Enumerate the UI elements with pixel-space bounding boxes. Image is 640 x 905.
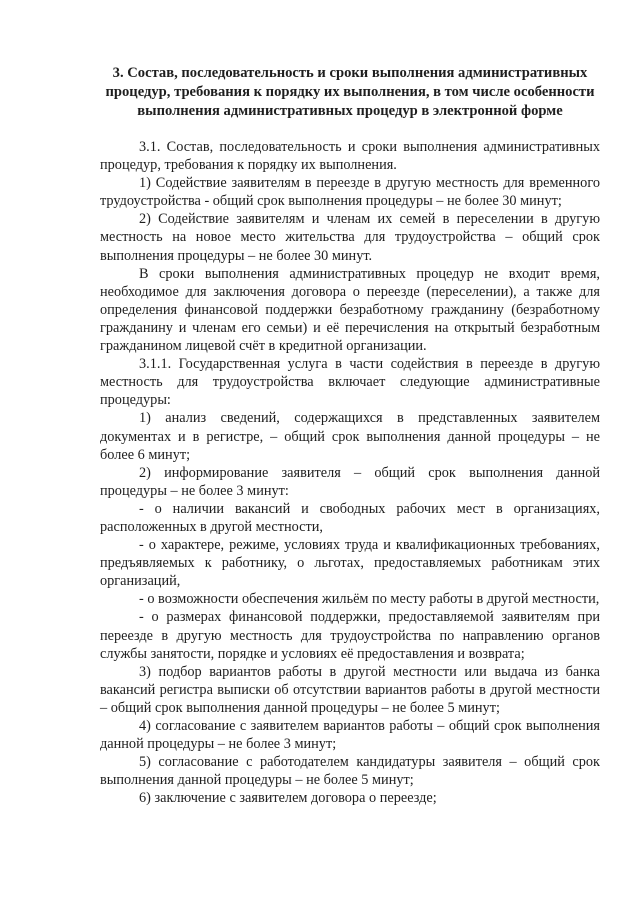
paragraph-procedure-3: 3) подбор вариантов работы в другой местности или выдача из банка вакансий регистра выписки об отсутствии вариантов работы в другой местности – общий срок выполнения данной процедуры – не более 5 минут; (100, 663, 600, 716)
paragraph-procedure-4: 4) согласование с заявителем вариантов работы – общий срок выполнения данной процедуры – не более 3 минут; (100, 718, 600, 753)
paragraph-deadline-note: В сроки выполнения административных процедур не входит время, необходимое для заключения договора о переезде (переселении), а также для определения финансовой поддержки безработному гражданину (безработному гражданину и членам его семьи) и её перечисления на открытый безработным гражданином лицевой счёт в кредитной организации. (100, 265, 600, 355)
paragraph-procedure-1: 1) анализ сведений, содержащихся в представленных заявителем документах и в регистре, – общий срок выполнения данной процедуры – не более 6 минут; (100, 410, 600, 463)
paragraph-info-housing: - о возможности обеспечения жильём по месту работы в другой местности, (139, 591, 600, 608)
paragraph-procedure-5: 5) согласование с работодателем кандидатуры заявителя – общий срок выполнения данной процедуры – не более 5 минут; (100, 754, 600, 789)
paragraph-3-1-1: 3.1.1. Государственная услуга в части содействия в переезде в другую местность для трудоустройства включает следующие административные процедуры: (100, 356, 600, 409)
paragraph-info-conditions: - о характере, режиме, условиях труда и квалификационных требованиях, предъявляемых к работнику, о льготах, предоставляемых работникам этих организаций, (100, 537, 600, 590)
document-body (100, 138, 600, 807)
paragraph-3-1: 3.1. Состав, последовательность и сроки выполнения административных процедур, требования к порядку их выполнения. (100, 139, 600, 174)
paragraph-procedure-2: 2) информирование заявителя – общий срок выполнения данной процедуры – не более 3 минут: (100, 464, 600, 499)
paragraph-info-vacancies: - о наличии вакансий и свободных рабочих мест в организациях, расположенных в другой местности, (100, 500, 600, 535)
paragraph-item-1: 1) Содействие заявителям в переезде в другую местность для временного трудоустройства - общий срок выполнения процедуры – не более 30 минут; (100, 175, 600, 210)
paragraph-info-financial: - о размерах финансовой поддержки, предоставляемой заявителям при переезде в другую местность для трудоустройства по направлению органов службы занятости, порядке и условиях её предоставления и возврата; (100, 609, 600, 662)
section-heading: 3. Состав, последовательность и сроки выполнения административных процедур, требования к порядку их выполнения, в том числе особенности выполнения административных процедур в электронной форме (105, 65, 595, 119)
paragraph-procedure-6: 6) заключение с заявителем договора о переезде; (139, 790, 437, 807)
paragraph-item-2: 2) Содействие заявителям и членам их семей в переселении в другую местность на новое место жительства для трудоустройства – общий срок выполнения процедуры – не более 30 минут. (100, 211, 600, 264)
